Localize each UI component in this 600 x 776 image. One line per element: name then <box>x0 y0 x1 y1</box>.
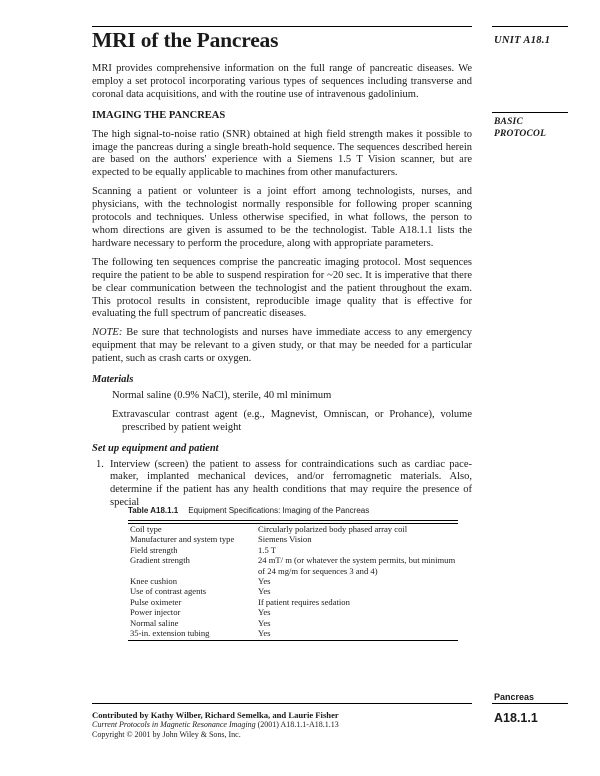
table-row <box>128 628 458 638</box>
section-heading: IMAGING THE PANCREAS <box>92 109 226 121</box>
table-row <box>128 586 458 596</box>
table-row <box>128 534 458 544</box>
body-paragraph: The following ten sequences comprise the pancreatic imaging protocol. Most sequences require the patient to be able to suspend respiration for ~20 sec. It is imperative that there be clear communication between the technologist and the patient throughout the exam. This protocol results in consistent, reproducible image quality that is effective for evaluating the full spectrum of pancreatic diseases. <box>92 256 472 320</box>
step-1 <box>92 459 472 511</box>
table-cell-parameter: Manufacturer and system type <box>130 534 235 545</box>
page-title: MRI of the Pancreas <box>92 28 279 52</box>
table-cell-value: Yes <box>258 576 271 587</box>
table-row <box>128 524 458 534</box>
note-paragraph <box>92 327 472 366</box>
equipment-table <box>128 506 458 641</box>
table-cell-value: Yes <box>258 586 271 597</box>
top-rule-side <box>492 26 568 27</box>
table-row <box>128 545 458 555</box>
side-label-line-1: BASIC <box>494 117 523 127</box>
footer-copyright: Copyright © 2001 by John Wiley & Sons, Inc. <box>92 730 241 739</box>
table-row <box>128 607 458 617</box>
side-protocol-label <box>494 116 546 140</box>
note-text: Be sure that technologists and nurses have immediate access to any emergency equipment that may be relevant to a given study, or that may be needed for a particular patient, such as crash carts or oxygen. <box>92 327 472 365</box>
material-item: Extravascular contrast agent (e.g., Magnevist, Omniscan, or Prohance), volume prescribed by patient weight <box>112 408 472 433</box>
table-cell-value: 24 mT/ m (or whatever the system permits, but minimum of 24 mg/m for sequences 3 and 4) <box>258 555 456 576</box>
table-cell-parameter: 35-in. extension tubing <box>130 628 210 639</box>
table-cell-parameter: Normal saline <box>130 617 179 628</box>
body-paragraph: Scanning a patient or volunteer is a joint effort among technologists, nurses, and physicians, with the technologist normally responsible for following proper scanning protocols and techniques. Unless otherwise specified, in what follows, the person to whom directions are given is assumed to be the technologist. Table A18.1.1 lists the hardware necessary to perform the procedure, along with appropriate parameters. <box>92 186 472 249</box>
note-label: NOTE: <box>92 327 123 339</box>
citation-pages: (2001) A18.1.1-A18.1.13 <box>255 720 339 729</box>
footer-rule-side <box>492 703 568 704</box>
materials-heading: Materials <box>92 374 134 386</box>
unit-label: UNIT A18.1 <box>494 35 551 46</box>
top-rule <box>92 26 472 27</box>
table-cell-value: Yes <box>258 607 271 618</box>
table-cell-parameter: Knee cushion <box>130 576 178 587</box>
table-cell-parameter: Gradient strength <box>130 555 190 566</box>
table-cell-value: Circularly polarized body phased array coil <box>258 524 408 534</box>
main-column <box>92 63 472 516</box>
table-cell-value: Yes <box>258 628 271 639</box>
table-body <box>128 524 458 638</box>
intro-paragraph: MRI provides comprehensive information on the full range of pancreatic diseases. We employ a set protocol incorporating various types of sequences including transverse and coronal data acquisitions, and with the routine use of intravenous gadolinium. <box>92 63 472 100</box>
table-cell-parameter: Field strength <box>130 544 178 555</box>
table-caption <box>128 506 458 515</box>
table-cell-parameter: Pulse oximeter <box>130 596 182 607</box>
table-label: Table A18.1.1 <box>128 506 179 515</box>
table-cell-value: 1.5 T <box>258 544 276 555</box>
table-caption-text: Equipment Specifications: Imaging of the Pancreas <box>188 506 370 515</box>
table-row <box>128 576 458 586</box>
table-row <box>128 597 458 607</box>
side-footer-page: A18.1.1 <box>494 711 538 725</box>
footer-contributors: Contributed by Kathy Wilber, Richard Semelka, and Laurie Fisher <box>92 710 339 720</box>
materials-list <box>112 390 472 435</box>
table-cell-value: If patient requires sedation <box>258 596 350 607</box>
material-item: Normal saline (0.9% NaCl), sterile, 40 ml minimum <box>112 389 332 401</box>
table-cell-value: Siemens Vision <box>258 534 312 545</box>
table-rule-top <box>128 520 458 521</box>
table-row <box>128 555 458 576</box>
footer-rule <box>92 703 472 704</box>
footer-citation <box>92 720 339 730</box>
step-number: 1. <box>96 458 104 470</box>
side-footer-title: Pancreas <box>494 692 535 702</box>
citation-journal: Current Protocols in Magnetic Resonance Imaging <box>92 720 256 729</box>
table-cell-parameter: Coil type <box>130 524 162 534</box>
side-rule <box>492 112 568 113</box>
side-label-line-2: PROTOCOL <box>494 129 547 139</box>
setup-heading: Set up equipment and patient <box>92 442 219 454</box>
body-paragraph: The high signal-to-noise ratio (SNR) obtained at high field strength makes it possible to image the pancreas during a single breath-hold sequence. The sequences described herein are based on the authors' experience with a Siemens 1.5 T Vision scanner, but are expected to be equally applicable to machines from other manufacturers. <box>92 128 472 179</box>
table-cell-parameter: Power injector <box>130 607 181 618</box>
table-rule-bottom <box>128 640 458 641</box>
table-cell-parameter: Use of contrast agents <box>130 586 207 597</box>
table-cell-value: Yes <box>258 617 271 628</box>
footer <box>92 710 339 740</box>
table-row <box>128 618 458 628</box>
step-text: Interview (screen) the patient to assess for contraindications such as cardiac pace-maker, implanted mechanical devices, and/or ferromagnetic materials. Also, determine if the patient has any health conditions that may require the presence of special <box>110 458 472 509</box>
